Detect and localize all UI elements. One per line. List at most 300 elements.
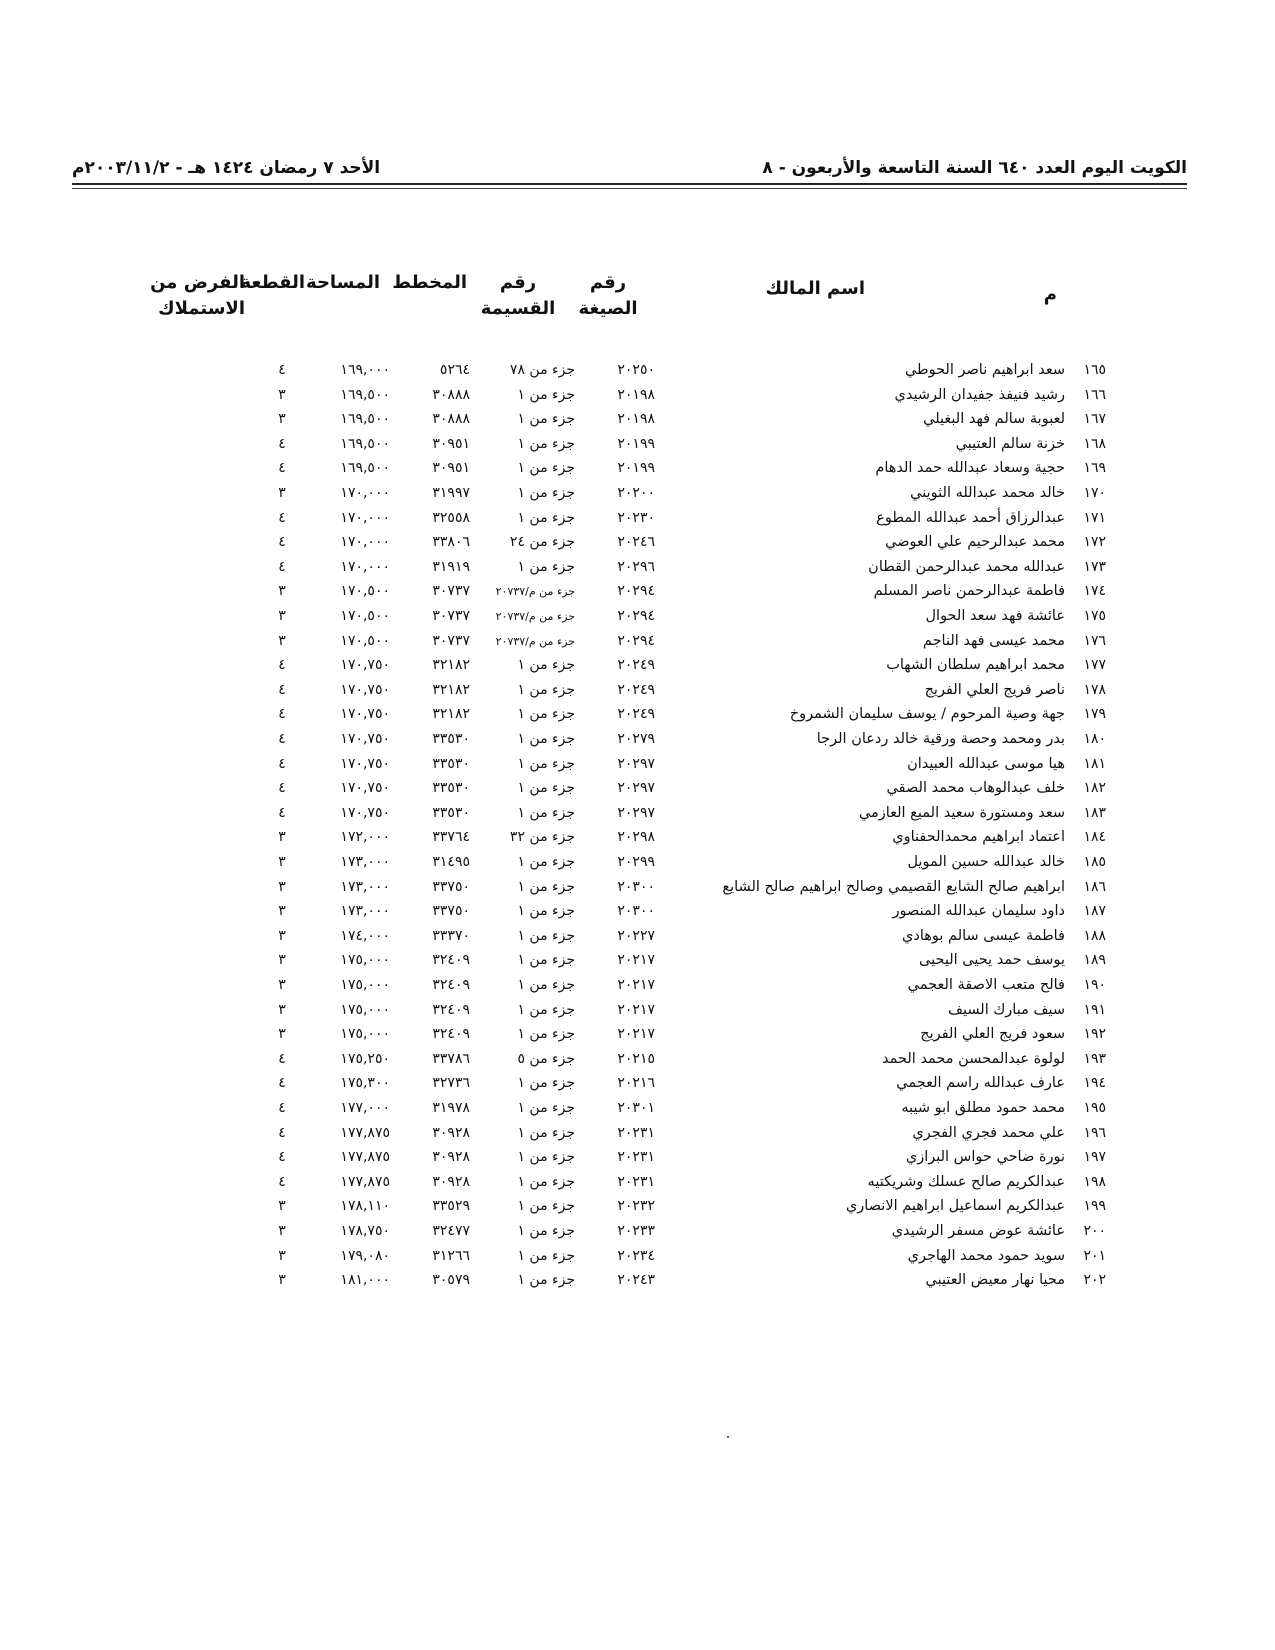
plan-number: ٣٢١٨٢ — [432, 681, 470, 698]
header-rule — [72, 183, 1187, 185]
plot-ref: جزء من م/٢٠٧٣٧ — [495, 634, 575, 648]
table-row — [0, 604, 1275, 629]
plan-number: ٣٠٧٣٧ — [432, 632, 470, 649]
owner-name: لعبوبة سالم فهد البغيلي — [923, 411, 1065, 428]
owner-name: عبدالكريم اسماعيل ابراهيم الانصاري — [845, 1198, 1065, 1215]
plot-ref: جزء من ١ — [517, 558, 575, 575]
col-sig — [573, 270, 643, 322]
plot-ref: جزء من ١ — [517, 1198, 575, 1215]
col-purpose-line2: الاستملاك — [158, 298, 245, 319]
area-value: ١٧٥,٢٥٠ — [340, 1050, 390, 1067]
area-value: ١٧٣,٠٠٠ — [340, 854, 390, 870]
col-plot: القطعة — [240, 272, 305, 293]
sig-number: ٢٠٢٩٧ — [617, 780, 655, 797]
owner-name: ناصر فريج العلي الفريج — [924, 681, 1065, 698]
sig-number: ٢٠٢٤٩ — [617, 681, 655, 698]
plot-ref: جزء من ١ — [517, 485, 575, 501]
plan-number: ٣٢٧٣٦ — [432, 1075, 470, 1092]
table-row — [0, 358, 1275, 383]
row-index: ٢٠٠ — [1083, 1223, 1106, 1239]
plot-ref: جزء من ١ — [517, 386, 575, 403]
owner-name: علي محمد فجري الفجري — [912, 1124, 1065, 1141]
parcel-number: ٤ — [278, 362, 286, 378]
row-index: ٢٠٢ — [1083, 1272, 1106, 1289]
sig-number: ٢٠٢٩٧ — [617, 755, 655, 772]
table-row — [0, 1096, 1275, 1121]
table-row — [0, 948, 1275, 973]
sig-number: ٢٠٢٥٠ — [617, 362, 655, 378]
owner-name: جهة وصية المرحوم / يوسف سليمان الشمروخ — [789, 706, 1065, 723]
area-value: ١٧٣,٠٠٠ — [340, 878, 390, 895]
sig-number: ٢٠٢١٧ — [617, 952, 655, 969]
parcel-number: ٤ — [278, 731, 286, 747]
owner-name: يوسف حمد يحيى اليحيى — [919, 952, 1065, 969]
table-row — [0, 1047, 1275, 1072]
area-value: ١٧٧,٠٠٠ — [340, 1100, 390, 1116]
parcel-number: ٣ — [278, 927, 286, 944]
plot-ref: جزء من ١ — [517, 1173, 575, 1190]
plot-ref: جزء من م/٢٠٧٣٧ — [495, 610, 575, 623]
owner-name: محمد حمود مطلق ابو شيبه — [901, 1100, 1065, 1116]
table-row — [0, 875, 1275, 900]
owner-name: خالد عبدالله حسين المويل — [907, 854, 1065, 870]
row-index: ١٧٦ — [1083, 632, 1106, 649]
area-value: ١٦٩,٥٠٠ — [340, 460, 390, 477]
table-row — [0, 555, 1275, 580]
parcel-number: ٣ — [278, 608, 286, 624]
col-qs-line2: القسيمة — [480, 298, 556, 319]
plot-ref: جزء من م/٢٠٧٣٧ — [495, 585, 575, 599]
plan-number: ٣٢٤٠٩ — [432, 952, 470, 969]
area-value: ١٧٠,٥٠٠ — [340, 583, 390, 600]
sig-number: ٢٠٢٣١ — [617, 1124, 655, 1141]
sig-number: ٢٠٢٩٤ — [617, 608, 655, 624]
owner-name: محمد ابراهيم سلطان الشهاب — [886, 657, 1065, 674]
sig-number: ٢٠٢٤٦ — [617, 534, 655, 551]
scan-speck — [727, 1436, 729, 1438]
sig-number: ٢٠٢١٧ — [617, 1001, 655, 1018]
col-qs — [473, 270, 563, 322]
plan-number: ٣١٩١٩ — [432, 558, 470, 575]
owner-name: عبدالرزاق أحمد عبدالله المطوع — [876, 509, 1065, 526]
row-index: ١٧٢ — [1083, 534, 1106, 551]
plot-ref: جزء من ١ — [517, 1149, 575, 1166]
area-value: ١٧٥,٠٠٠ — [340, 1001, 390, 1018]
plot-ref: جزء من ١ — [517, 878, 575, 895]
plan-number: ٥٢٦٤ — [439, 362, 470, 378]
sig-number: ٢٠٢٠٠ — [617, 485, 655, 501]
plot-ref: جزء من ٧٨ — [509, 362, 575, 378]
plan-number: ٣٢٥٥٨ — [432, 509, 470, 526]
owner-name: اعتماد ابراهيم محمدالحفناوي — [892, 829, 1065, 846]
table-row — [0, 998, 1275, 1023]
parcel-number: ٣ — [278, 386, 286, 403]
area-value: ١٧٥,٠٠٠ — [340, 952, 390, 969]
table-row — [0, 1219, 1275, 1244]
parcel-number: ٣ — [278, 977, 286, 993]
row-index: ١٩٣ — [1083, 1050, 1106, 1067]
sig-number: ٢٠٢٧٩ — [617, 731, 655, 747]
header-rule-thin — [72, 188, 1187, 189]
area-value: ١٧٢,٠٠٠ — [340, 829, 390, 846]
sig-number: ٢٠١٩٩ — [617, 460, 655, 477]
parcel-number: ٤ — [278, 780, 286, 797]
owner-name: محيا نهار معيض العتيبي — [925, 1272, 1065, 1289]
parcel-number: ٤ — [278, 1124, 286, 1141]
col-area: المساحة — [306, 272, 380, 293]
area-value: ١٧٤,٠٠٠ — [340, 927, 390, 944]
row-index: ١٩٥ — [1083, 1100, 1106, 1116]
plan-number: ٣٠٥٧٩ — [432, 1272, 470, 1289]
area-value: ١٧٠,٧٥٠ — [340, 780, 390, 797]
row-index: ١٨٩ — [1083, 952, 1106, 969]
plan-number: ٣٣٥٣٠ — [432, 755, 470, 772]
sig-number: ٢٠٢٩٤ — [617, 583, 655, 600]
plot-ref: جزء من ١ — [517, 681, 575, 698]
table-row — [0, 579, 1275, 604]
plan-number: ٣٠٨٨٨ — [432, 386, 470, 403]
area-value: ١٧٨,٧٥٠ — [340, 1223, 390, 1239]
owner-name: رشيد فنيفذ جفيدان الرشيدي — [894, 386, 1065, 403]
parcel-number: ٣ — [278, 829, 286, 846]
sig-number: ٢٠٢١٧ — [617, 977, 655, 993]
table-row — [0, 1145, 1275, 1170]
plan-number: ٣٢١٨٢ — [432, 657, 470, 674]
table-row — [0, 899, 1275, 924]
parcel-number: ٣ — [278, 632, 286, 649]
table-row — [0, 702, 1275, 727]
owner-name: ابراهيم صالح الشايع القصيمي وصالح ابراهيم صالح الشايع — [722, 878, 1065, 895]
owner-name: محمد عيسى فهد الناجم — [922, 632, 1065, 649]
col-sig-line2: الصيغة — [578, 298, 638, 319]
parcel-number: ٤ — [278, 1100, 286, 1116]
parcel-number: ٣ — [278, 878, 286, 895]
row-index: ١٩٦ — [1083, 1124, 1106, 1141]
plot-ref: جزء من ١ — [517, 1247, 575, 1264]
area-value: ١٧٥,٣٠٠ — [340, 1075, 390, 1092]
plan-number: ٣٠٩٥١ — [432, 460, 470, 477]
owner-name: سويد حمود محمد الهاجري — [907, 1247, 1065, 1264]
area-value: ١٦٩,٠٠٠ — [340, 362, 390, 378]
sig-number: ٢٠١٩٨ — [617, 386, 655, 403]
col-purpose-line1: الفرض من — [150, 272, 245, 293]
row-index: ٢٠١ — [1083, 1247, 1106, 1264]
row-index: ١٧٧ — [1083, 657, 1106, 674]
area-value: ١٨١,٠٠٠ — [340, 1272, 390, 1289]
plan-number: ٣١٢٦٦ — [432, 1247, 470, 1264]
plot-ref: جزء من ١ — [517, 411, 575, 428]
parcel-number: ٤ — [278, 1149, 286, 1166]
plan-number: ٣١٩٧٨ — [432, 1100, 470, 1116]
plan-number: ٣٢٤٠٩ — [432, 977, 470, 993]
col-qs-line1: رقم — [499, 272, 537, 293]
owner-name: سعد ومستورة سعيد الميع العازمي — [858, 804, 1065, 821]
area-value: ١٧٩,٠٨٠ — [340, 1247, 390, 1264]
plan-number: ٣٠٩٢٨ — [432, 1149, 470, 1166]
table-row — [0, 752, 1275, 777]
row-index: ١٨١ — [1083, 755, 1106, 772]
sig-number: ٢٠١٩٨ — [617, 411, 655, 428]
parcel-number: ٣ — [278, 583, 286, 600]
owner-name: فاطمة عبدالرحمن ناصر المسلم — [873, 583, 1065, 600]
sig-number: ٢٠٢١٧ — [617, 1026, 655, 1043]
sig-number: ٢٠٢٩٧ — [617, 804, 655, 821]
plan-number: ٣١٤٩٥ — [432, 854, 470, 870]
plot-ref: جزء من ١ — [517, 854, 575, 870]
area-value: ١٧٥,٠٠٠ — [340, 977, 390, 993]
row-index: ١٨٤ — [1083, 829, 1106, 846]
row-index: ١٧٥ — [1083, 608, 1106, 624]
plan-number: ٣٢١٨٢ — [432, 706, 470, 723]
area-value: ١٧٠,٧٥٠ — [340, 731, 390, 747]
parcel-number: ٤ — [278, 509, 286, 526]
sig-number: ٢٠٢٩٩ — [617, 854, 655, 870]
owner-name: عارف عبدالله راسم العجمي — [896, 1075, 1065, 1092]
table-row — [0, 825, 1275, 850]
header-issue: الكويت اليوم العدد ٦٤٠ السنة التاسعة والأربعون - ٨ — [762, 158, 1187, 178]
plan-number: ٣٢٤٠٩ — [432, 1026, 470, 1043]
table-row — [0, 407, 1275, 432]
parcel-number: ٣ — [278, 952, 286, 969]
sig-number: ٢٠٢٣٢ — [617, 1198, 655, 1215]
table-row — [0, 727, 1275, 752]
plot-ref: جزء من ١ — [517, 1026, 575, 1043]
table-row — [0, 1268, 1275, 1293]
owner-name: عائشة فهد سعد الحوال — [925, 608, 1065, 624]
parcel-number: ٤ — [278, 1173, 286, 1190]
sig-number: ٢٠٢١٥ — [617, 1050, 655, 1067]
owner-name: عائشة عوض مسفر الرشيدي — [891, 1223, 1065, 1239]
plan-number: ٣٣٥٢٩ — [432, 1198, 470, 1215]
row-index: ١٩٢ — [1083, 1026, 1106, 1043]
parcel-number: ٣ — [278, 1247, 286, 1264]
row-index: ١٧١ — [1083, 509, 1106, 526]
plot-ref: جزء من ١ — [517, 755, 575, 772]
sig-number: ٢٠٢٩٨ — [617, 829, 655, 846]
area-value: ١٧٥,٠٠٠ — [340, 1026, 390, 1043]
table-row — [0, 653, 1275, 678]
owner-name: هيا موسى عبدالله العبيدان — [907, 755, 1065, 772]
plot-ref: جزء من ١ — [517, 1272, 575, 1289]
plan-number: ٣٣٨٠٦ — [432, 534, 470, 551]
parcel-number: ٣ — [278, 411, 286, 428]
plot-ref: جزء من ٥ — [517, 1050, 575, 1067]
owner-name: سعود فريج العلي الفريج — [920, 1026, 1065, 1043]
header-date: الأحد ٧ رمضان ١٤٢٤ هـ - ٢٠٠٣/١١/٢م — [72, 158, 381, 178]
owner-name: خزنة سالم العتيبي — [955, 435, 1065, 452]
area-value: ١٧٠,٧٥٠ — [340, 755, 390, 772]
plan-number: ٣٣٥٣٠ — [432, 804, 470, 821]
plot-ref: جزء من ١ — [517, 657, 575, 674]
sig-number: ٢٠٢٩٤ — [617, 632, 655, 649]
owner-name: خالد محمد عبدالله الثويني — [910, 485, 1065, 501]
sig-number: ٢٠٢٢٧ — [617, 927, 655, 944]
plot-ref: جزء من ١ — [517, 903, 575, 920]
table-row — [0, 924, 1275, 949]
row-index: ١٩٠ — [1083, 977, 1106, 993]
owner-name: نورة ضاحي حواس البرازي — [905, 1149, 1065, 1166]
plot-ref: جزء من ١ — [517, 1001, 575, 1018]
plot-ref: جزء من ١ — [517, 706, 575, 723]
area-value: ١٧٠,٥٠٠ — [340, 608, 390, 624]
owner-name: محمد عبدالرحيم علي العوضي — [885, 534, 1065, 551]
area-value: ١٧٧,٨٧٥ — [340, 1124, 390, 1141]
parcel-number: ٣ — [278, 1223, 286, 1239]
plot-ref: جزء من ٢٤ — [509, 534, 575, 551]
area-value: ١٧٠,٧٥٠ — [340, 681, 390, 698]
sig-number: ٢٠٢٤٩ — [617, 706, 655, 723]
owner-name: داود سليمان عبدالله المنصور — [892, 903, 1065, 920]
area-value: ١٦٩,٥٠٠ — [340, 435, 390, 452]
parcel-number: ٤ — [278, 1050, 286, 1067]
area-value: ١٧٠,٠٠٠ — [340, 509, 390, 526]
sig-number: ٢٠٣٠٠ — [617, 903, 655, 920]
plot-ref: جزء من ١ — [517, 977, 575, 993]
table-row — [0, 1022, 1275, 1047]
plot-ref: جزء من ١ — [517, 1100, 575, 1116]
area-value: ١٧٨,١١٠ — [340, 1198, 390, 1215]
plot-ref: جزء من ١ — [517, 804, 575, 821]
parcel-number: ٣ — [278, 1272, 286, 1289]
row-index: ١٨٢ — [1083, 780, 1106, 797]
sig-number: ٢٠٣٠٠ — [617, 878, 655, 895]
area-value: ١٧٣,٠٠٠ — [340, 903, 390, 920]
area-value: ١٧٠,٧٥٠ — [340, 706, 390, 723]
row-index: ١٦٨ — [1083, 435, 1106, 452]
parcel-number: ٣ — [278, 854, 286, 870]
row-index: ١٩١ — [1083, 1001, 1106, 1018]
table-row — [0, 678, 1275, 703]
plot-ref: جزء من ١ — [517, 927, 575, 944]
area-value: ١٧٧,٨٧٥ — [340, 1173, 390, 1190]
area-value: ١٧٠,٠٠٠ — [340, 558, 390, 575]
col-owner: اسم المالك — [765, 278, 865, 299]
table-row — [0, 850, 1275, 875]
area-value: ١٧٠,٠٠٠ — [340, 534, 390, 551]
plan-number: ٣٣٧٦٤ — [432, 829, 470, 846]
parcel-number: ٤ — [278, 435, 286, 452]
row-index: ١٧٤ — [1083, 583, 1106, 600]
area-value: ١٦٩,٥٠٠ — [340, 411, 390, 428]
col-sig-line1: رقم — [589, 272, 627, 293]
parcel-number: ٤ — [278, 657, 286, 674]
plot-ref: جزء من ١ — [517, 1075, 575, 1092]
owner-name: عبدالكريم صالح عسلك وشريكتيه — [867, 1173, 1065, 1190]
area-value: ١٧٠,٥٠٠ — [340, 632, 390, 649]
row-index: ١٨٦ — [1083, 878, 1106, 895]
table-row — [0, 530, 1275, 555]
plan-number: ٣٣٣٧٠ — [432, 927, 470, 944]
plot-ref: جزء من ١ — [517, 952, 575, 969]
sig-number: ٢٠٢٣٠ — [617, 509, 655, 526]
row-index: ١٧٩ — [1083, 706, 1106, 723]
sig-number: ٢٠٢٤٣ — [617, 1272, 655, 1289]
owner-name: سعد ابراهيم ناصر الحوطي — [904, 362, 1065, 378]
row-index: ١٨٥ — [1083, 854, 1106, 870]
col-purpose — [150, 270, 245, 322]
row-index: ١٦٦ — [1083, 386, 1106, 403]
parcel-number: ٣ — [278, 1026, 286, 1043]
row-index: ١٧٨ — [1083, 681, 1106, 698]
plan-number: ٣١٩٩٧ — [432, 485, 470, 501]
parcel-number: ٣ — [278, 903, 286, 920]
plan-number: ٣٣٧٥٠ — [432, 878, 470, 895]
table-row — [0, 383, 1275, 408]
table-row — [0, 1170, 1275, 1195]
plan-number: ٣٣٧٨٦ — [432, 1050, 470, 1067]
area-value: ١٧٠,٧٥٠ — [340, 657, 390, 674]
row-index: ١٨٧ — [1083, 903, 1106, 920]
row-index: ١٦٩ — [1083, 460, 1106, 477]
area-value: ١٧٠,٧٥٠ — [340, 804, 390, 821]
table-row — [0, 1244, 1275, 1269]
plot-ref: جزء من ١ — [517, 780, 575, 797]
plan-number: ٣٠٩٥١ — [432, 435, 470, 452]
area-value: ١٦٩,٥٠٠ — [340, 386, 390, 403]
sig-number: ٢٠٢٣١ — [617, 1149, 655, 1166]
table-row — [0, 481, 1275, 506]
parcel-number: ٣ — [278, 485, 286, 501]
table-row — [0, 973, 1275, 998]
plan-number: ٣٣٥٣٠ — [432, 731, 470, 747]
sig-number: ٢٠٢١٦ — [617, 1075, 655, 1092]
table-row — [0, 456, 1275, 481]
owner-name: حجية وسعاد عبدالله حمد الدهام — [875, 460, 1065, 477]
row-index: ١٩٧ — [1083, 1149, 1106, 1166]
table-row — [0, 506, 1275, 531]
sig-number: ٢٠١٩٩ — [617, 435, 655, 452]
plan-number: ٣٠٩٢٨ — [432, 1124, 470, 1141]
owner-name: فاطمة عيسى سالم بوهادي — [902, 927, 1065, 944]
parcel-number: ٤ — [278, 755, 286, 772]
table-row — [0, 801, 1275, 826]
area-value: ١٧٧,٨٧٥ — [340, 1149, 390, 1166]
plot-ref: جزء من ١ — [517, 460, 575, 477]
parcel-number: ٤ — [278, 706, 286, 723]
table-row — [0, 1121, 1275, 1146]
plan-number: ٣٠٩٢٨ — [432, 1173, 470, 1190]
plan-number: ٣٢٤٠٩ — [432, 1001, 470, 1018]
area-value: ١٧٠,٠٠٠ — [340, 485, 390, 501]
table-row — [0, 776, 1275, 801]
owner-name: عبدالله محمد عبدالرحمن القطان — [868, 558, 1065, 575]
plan-number: ٣٣٥٣٠ — [432, 780, 470, 797]
parcel-number: ٤ — [278, 558, 286, 575]
row-index: ١٦٧ — [1083, 411, 1106, 428]
parcel-number: ٣ — [278, 1001, 286, 1018]
sig-number: ٢٠٢٣١ — [617, 1173, 655, 1190]
row-index: ١٦٥ — [1083, 362, 1106, 378]
plot-ref: جزء من ٣٢ — [509, 829, 575, 846]
parcel-number: ٤ — [278, 534, 286, 551]
owner-name: فالح متعب الاصقة العجمي — [907, 977, 1065, 993]
owner-name: لولوة عبدالمحسن محمد الحمد — [882, 1050, 1065, 1067]
plan-number: ٣٢٤٧٧ — [432, 1223, 470, 1239]
plan-number: ٣٠٨٨٨ — [432, 411, 470, 428]
sig-number: ٢٠٣٠١ — [617, 1100, 655, 1116]
row-index: ١٨٣ — [1083, 804, 1106, 821]
owner-name: خلف عبدالوهاب محمد الصقي — [886, 780, 1065, 797]
plot-ref: جزء من ١ — [517, 731, 575, 747]
table-header — [0, 272, 1275, 342]
plot-ref: جزء من ١ — [517, 1223, 575, 1239]
row-index: ١٩٩ — [1083, 1198, 1106, 1215]
table-row — [0, 1194, 1275, 1219]
sig-number: ٢٠٢٩٦ — [617, 558, 655, 575]
plan-number: ٣٣٧٥٠ — [432, 903, 470, 920]
sig-number: ٢٠٢٤٩ — [617, 657, 655, 674]
page-header — [72, 150, 1187, 186]
